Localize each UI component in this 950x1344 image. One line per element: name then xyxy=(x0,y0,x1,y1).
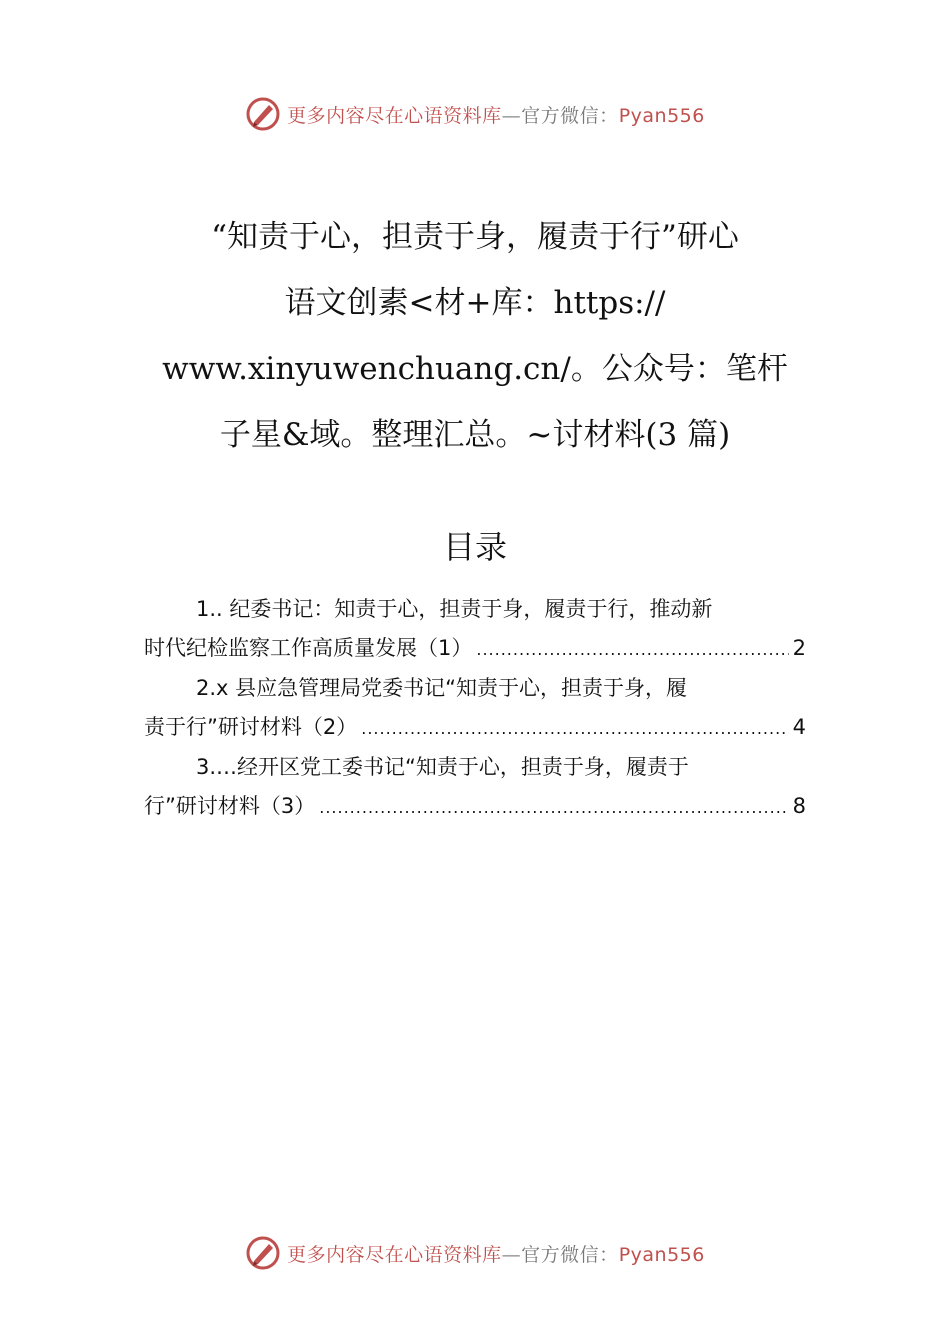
footer-wechat-label: 官方微信： xyxy=(521,1243,619,1266)
toc-leader-dots xyxy=(476,630,788,669)
footer-wechat-id: Pyan556 xyxy=(618,1243,705,1266)
header-banner xyxy=(0,94,950,134)
table-of-contents xyxy=(144,590,806,827)
title-line-4: 子星&域。整理汇总。~讨材料(3 篇) xyxy=(219,417,731,453)
footer-banner-slogan: 更多内容尽在心语资料库 xyxy=(287,1243,502,1266)
toc-entry-2-line2: 责于行”研讨材料（2） xyxy=(144,715,358,739)
toc-entry-2[interactable] xyxy=(144,669,806,748)
toc-entry-1-page: 2 xyxy=(792,636,806,660)
toc-entry-2-page: 4 xyxy=(792,715,806,739)
toc-entry-1[interactable] xyxy=(144,590,806,669)
header-banner-slogan: 更多内容尽在心语资料库 xyxy=(287,104,502,127)
footer-banner xyxy=(0,1233,950,1273)
toc-leader-dots xyxy=(319,788,788,827)
toc-entry-3-line2: 行”研讨材料（3） xyxy=(144,794,316,818)
toc-entry-1-line1: 1.. 纪委书记：知责于心，担责于身，履责于行，推动新 xyxy=(196,597,713,621)
toc-leader-dots xyxy=(361,709,788,748)
toc-entry-3-page: 8 xyxy=(792,794,806,818)
pen-logo-icon xyxy=(245,96,281,132)
header-wechat-id: Pyan556 xyxy=(618,104,705,127)
title-line-1: “知责于心，担责于身，履责于行”研心 xyxy=(211,219,739,255)
toc-heading: 目录 xyxy=(442,528,507,566)
toc-entry-1-line2: 时代纪检监察工作高质量发展（1） xyxy=(144,636,473,660)
pen-logo-icon xyxy=(245,1235,281,1271)
footer-banner-dash: — xyxy=(501,1243,522,1266)
toc-entry-2-line1: 2.x 县应急管理局党委书记“知责于心，担责于身，履 xyxy=(196,676,688,700)
toc-entry-3[interactable] xyxy=(144,748,806,827)
title-line-2: 语文创素<材+库：https:// xyxy=(284,285,666,321)
document-title xyxy=(150,204,800,468)
title-line-3: www.xinyuwenchuang.cn/。公众号：笔杆 xyxy=(162,351,788,387)
header-wechat-label: 官方微信： xyxy=(521,104,619,127)
toc-entry-3-line1: 3.…经开区党工委书记“知责于心，担责于身，履责于 xyxy=(196,755,689,779)
header-banner-text xyxy=(287,101,705,128)
footer-banner-text xyxy=(287,1240,705,1267)
header-banner-dash: — xyxy=(501,104,522,127)
